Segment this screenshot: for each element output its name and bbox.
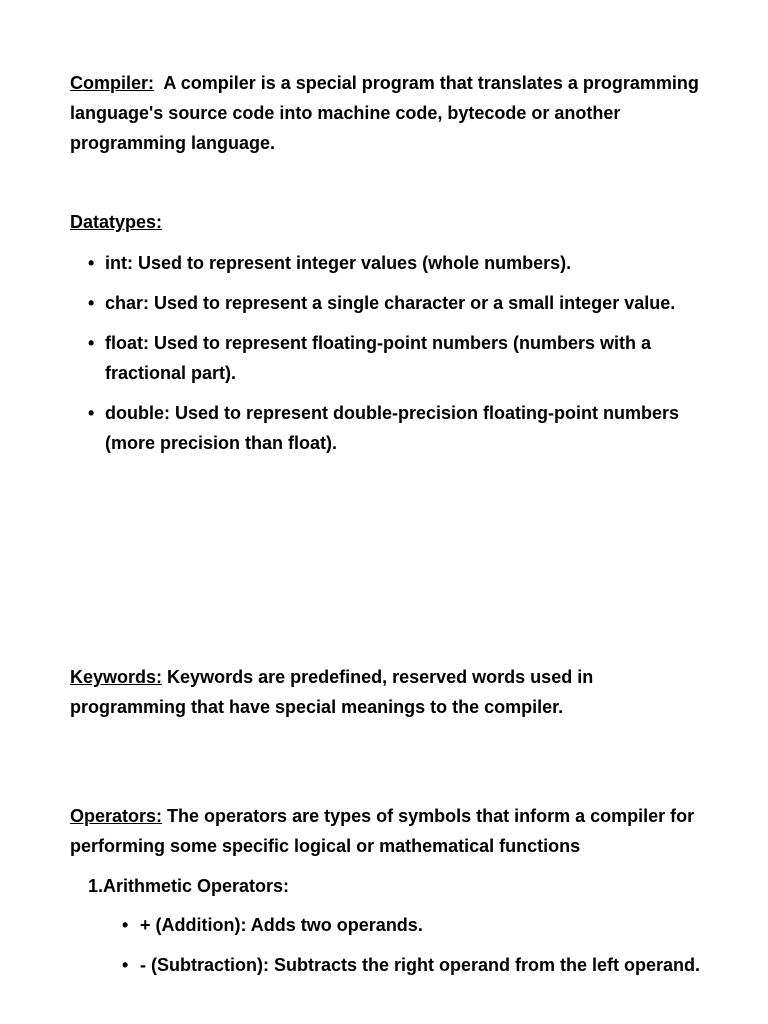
bullet-icon: •: [88, 333, 95, 353]
compiler-heading: Compiler:: [70, 73, 155, 93]
list-item-text: char: Used to represent a single character or a small integer value.: [105, 293, 676, 313]
keywords-heading: Keywords:: [70, 667, 163, 687]
keywords-text: Keywords are predefined, reserved words used in programming that have special meanings to the compiler.: [70, 667, 594, 717]
operators-paragraph: [70, 801, 700, 861]
keywords-paragraph: [70, 662, 700, 722]
list-item: [122, 910, 700, 940]
list-item-text: double: Used to represent double-precision floating-point numbers (more precision than float).: [105, 403, 680, 453]
compiler-text: A compiler is a special program that translates a programming language's source code into machine code, bytecode or another programming language.: [70, 73, 699, 153]
datatypes-list: [88, 248, 705, 468]
list-item: [88, 288, 705, 318]
operators-heading: Operators:: [70, 806, 163, 826]
list-item-text: - (Subtraction): Subtracts the right operand from the left operand.: [140, 955, 701, 975]
datatypes-heading-line: [70, 207, 700, 237]
operators-text: The operators are types of symbols that inform a compiler for performing some specific logical or mathematical functions: [70, 806, 695, 856]
bullet-icon: •: [88, 403, 95, 423]
compiler-paragraph: [70, 68, 700, 158]
bullet-icon: •: [88, 293, 95, 313]
list-item: [88, 248, 705, 278]
list-item-text: int: Used to represent integer values (whole numbers).: [105, 253, 572, 273]
list-item: [88, 398, 705, 458]
bullet-icon: •: [88, 253, 95, 273]
datatypes-heading: Datatypes:: [70, 212, 163, 232]
list-item: [88, 328, 705, 388]
arithmetic-operators-heading: 1.Arithmetic Operators:: [88, 876, 290, 896]
bullet-icon: •: [122, 955, 129, 975]
arithmetic-operators-list: [122, 910, 701, 990]
list-item: [122, 950, 701, 980]
list-item-text: float: Used to represent floating-point numbers (numbers with a fractional part).: [105, 333, 652, 383]
list-item-text: + (Addition): Adds two operands.: [140, 915, 423, 935]
bullet-icon: •: [122, 915, 129, 935]
